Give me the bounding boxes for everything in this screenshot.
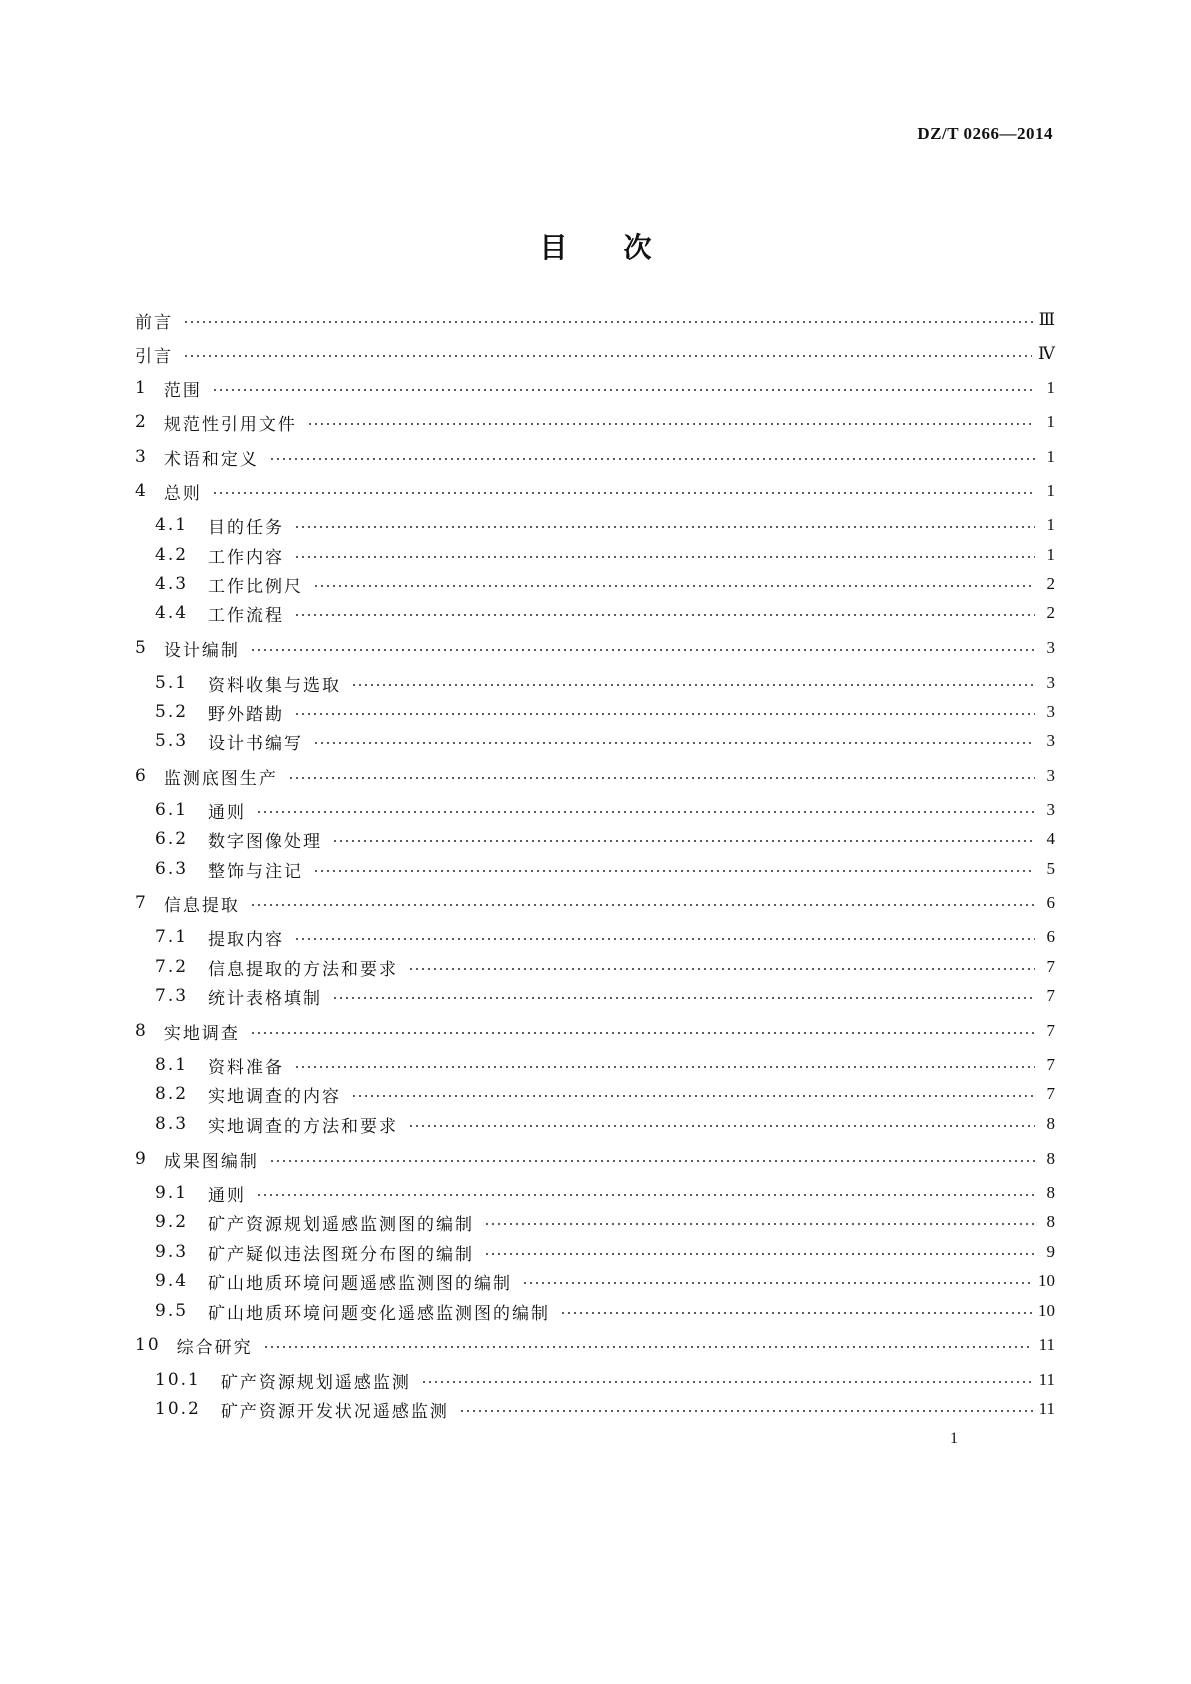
toc-entry-number: 10.1 <box>155 1370 201 1390</box>
toc-entry[interactable] <box>155 1180 1055 1206</box>
dot-leader <box>332 840 1035 842</box>
toc-entry-page: 7 <box>1046 957 1055 976</box>
toc-entry[interactable] <box>155 1209 1055 1235</box>
toc-entry[interactable] <box>155 699 1055 725</box>
toc-entry[interactable] <box>135 444 1055 470</box>
toc-entry[interactable] <box>155 1052 1055 1078</box>
toc-entry-number: 3 <box>135 447 148 467</box>
toc-entry[interactable] <box>155 797 1055 823</box>
toc-entry-number: 6 <box>135 766 148 786</box>
toc-entry-number: 9.3 <box>155 1242 189 1262</box>
page-title-part2: 次 <box>623 231 652 264</box>
dot-leader <box>459 1410 1033 1412</box>
toc-entry-page: 10 <box>1038 1271 1055 1290</box>
toc-entry[interactable] <box>155 670 1055 696</box>
toc-entry-page: 6 <box>1046 893 1055 912</box>
dot-leader <box>294 526 1035 528</box>
dot-leader <box>313 870 1035 872</box>
toc-entry-number: 10.2 <box>155 1399 201 1419</box>
toc-entry-page: 9 <box>1046 1242 1055 1261</box>
dot-leader <box>269 1160 1035 1162</box>
toc-entry-label: 提取内容 <box>208 929 285 950</box>
dot-leader <box>183 355 1032 357</box>
dot-leader <box>294 1066 1035 1068</box>
toc-entry-label: 野外踏勘 <box>208 704 285 725</box>
toc-entry-label: 范围 <box>163 380 202 401</box>
toc-entry[interactable] <box>135 478 1055 504</box>
toc-entry[interactable] <box>135 1018 1055 1044</box>
dot-leader <box>421 1381 1033 1383</box>
toc-entry-page: 1 <box>1046 515 1055 534</box>
toc-entry[interactable] <box>155 1367 1055 1393</box>
toc-entry-number: 6.3 <box>155 859 189 879</box>
toc-entry[interactable] <box>155 954 1055 980</box>
toc-entry-label: 资料收集与选取 <box>208 675 342 696</box>
dot-leader <box>288 777 1035 779</box>
toc-entry-number: 8.2 <box>155 1084 189 1104</box>
dot-leader <box>484 1253 1035 1255</box>
toc-entry-number: 4.1 <box>155 515 189 535</box>
dot-leader <box>408 1125 1035 1127</box>
toc-entry-label: 目的任务 <box>208 517 285 538</box>
dot-leader <box>183 321 1033 323</box>
toc-entry-label: 信息提取 <box>163 895 240 916</box>
toc-entry-page: 7 <box>1046 986 1055 1005</box>
toc-entry-label: 术语和定义 <box>163 449 259 470</box>
toc-entry-number: 1 <box>135 378 148 398</box>
toc-entry-number: 8.1 <box>155 1055 189 1075</box>
dot-leader <box>313 742 1035 744</box>
dot-leader <box>484 1223 1035 1225</box>
toc-entry-number: 5.2 <box>155 702 189 722</box>
toc-entry-page: 1 <box>1046 412 1055 431</box>
toc-entry-label: 信息提取的方法和要求 <box>208 959 399 980</box>
toc-entry-page: 1 <box>1046 378 1055 397</box>
page-number: 1 <box>950 1430 958 1447</box>
toc-entry-number: 7 <box>135 893 148 913</box>
toc-entry[interactable] <box>135 890 1055 916</box>
toc-entry[interactable] <box>135 341 1055 367</box>
dot-leader <box>332 997 1035 999</box>
toc-entry[interactable] <box>155 924 1055 950</box>
toc-entry-page: 5 <box>1046 859 1055 878</box>
toc-entry[interactable] <box>155 826 1055 852</box>
toc-entry[interactable] <box>155 571 1055 597</box>
toc-entry[interactable] <box>135 763 1055 789</box>
toc-entry-number: 10 <box>135 1335 161 1355</box>
dot-leader <box>250 1032 1035 1034</box>
toc-entry-label: 规范性引用文件 <box>163 414 297 435</box>
dot-leader <box>294 713 1035 715</box>
toc-entry[interactable] <box>155 1396 1055 1422</box>
toc-entry-label: 实地调查的方法和要求 <box>208 1116 399 1137</box>
dot-leader <box>351 684 1035 686</box>
toc-entry[interactable] <box>135 375 1055 401</box>
toc-entry-number: 9.4 <box>155 1271 189 1291</box>
toc-entry[interactable] <box>155 600 1055 626</box>
dot-leader <box>307 423 1035 425</box>
toc-entry-label: 实地调查的内容 <box>208 1086 342 1107</box>
toc-entry[interactable] <box>155 512 1055 538</box>
dot-leader <box>294 614 1035 616</box>
toc-entry-number: 7.2 <box>155 957 189 977</box>
toc-entry-label: 矿产资源规划遥感监测 <box>220 1372 411 1393</box>
toc-entry-page: 7 <box>1046 1021 1055 1040</box>
toc-entry-label: 矿产疑似违法图斑分布图的编制 <box>208 1244 475 1265</box>
toc-entry-number: 9.1 <box>155 1183 189 1203</box>
toc-entry-label: 工作内容 <box>208 547 285 568</box>
toc-entry-label: 设计书编写 <box>208 733 304 754</box>
toc-entry-page: 4 <box>1046 829 1055 848</box>
toc-entry-page: Ⅳ <box>1038 344 1055 363</box>
toc-entry-number: 2 <box>135 412 148 432</box>
toc-entry-label: 通则 <box>208 1185 247 1206</box>
toc-entry[interactable] <box>135 307 1055 333</box>
toc-entry-page: 11 <box>1038 1335 1055 1354</box>
dot-leader <box>294 938 1035 940</box>
toc-entry-page: 3 <box>1046 673 1055 692</box>
toc-entry[interactable] <box>155 1268 1055 1294</box>
toc-entry-number: 8.3 <box>155 1114 189 1134</box>
toc-entry-label: 矿山地质环境问题变化遥感监测图的编制 <box>208 1303 551 1324</box>
toc-entry-page: 8 <box>1046 1114 1055 1133</box>
toc-entry[interactable] <box>155 728 1055 754</box>
toc-entry-page: 3 <box>1046 702 1055 721</box>
toc-entry-number: 4.4 <box>155 603 189 623</box>
dot-leader <box>256 811 1035 813</box>
page-title <box>0 226 1191 266</box>
toc-entry-page: 3 <box>1046 800 1055 819</box>
dot-leader <box>408 968 1035 970</box>
toc-entry-page: 3 <box>1046 766 1055 785</box>
dot-leader <box>269 458 1035 460</box>
toc-entry-number: 4.3 <box>155 574 189 594</box>
toc-entry-label: 综合研究 <box>176 1337 253 1358</box>
toc-entry[interactable] <box>135 635 1055 661</box>
toc-entry-page: 1 <box>1046 545 1055 564</box>
dot-leader <box>351 1095 1035 1097</box>
toc-entry-label: 成果图编制 <box>163 1151 259 1172</box>
toc-entry-page: 1 <box>1046 447 1055 466</box>
toc-entry-label: 工作流程 <box>208 605 285 626</box>
toc-entry[interactable] <box>155 1239 1055 1265</box>
toc-entry-page: 3 <box>1046 638 1055 657</box>
toc-entry[interactable] <box>135 409 1055 435</box>
toc-entry-number: 7.3 <box>155 986 189 1006</box>
dot-leader <box>250 649 1035 651</box>
toc-entry[interactable] <box>155 1111 1055 1137</box>
toc-entry-label: 整饰与注记 <box>208 861 304 882</box>
toc-entry[interactable] <box>155 983 1055 1009</box>
toc-entry-label: 统计表格填制 <box>208 988 323 1009</box>
toc-entry-number: 7.1 <box>155 927 189 947</box>
toc-entry-page: 11 <box>1038 1370 1055 1389</box>
toc-entry-page: 8 <box>1046 1212 1055 1231</box>
toc-entry-page: 8 <box>1046 1149 1055 1168</box>
toc-entry-number: 6.2 <box>155 829 189 849</box>
toc-entry[interactable] <box>155 1298 1055 1324</box>
toc-entry-label: 矿山地质环境问题遥感监测图的编制 <box>208 1273 513 1294</box>
document-code: DZ/T 0266—2014 <box>917 124 1053 143</box>
toc-entry-label: 矿产资源开发状况遥感监测 <box>220 1401 449 1422</box>
toc-entry-page: 2 <box>1046 574 1055 593</box>
toc-entry-page: 3 <box>1046 731 1055 750</box>
dot-leader <box>522 1282 1032 1284</box>
toc-entry-page: 8 <box>1046 1183 1055 1202</box>
toc-entry-number: 4.2 <box>155 545 189 565</box>
dot-leader <box>263 1346 1033 1348</box>
toc-entry-label: 通则 <box>208 802 247 823</box>
page-title-part1: 目 <box>539 231 568 264</box>
toc-entry-page: 6 <box>1046 927 1055 946</box>
dot-leader <box>250 904 1035 906</box>
toc-entry-number: 5.1 <box>155 673 189 693</box>
toc-entry-label: 矿产资源规划遥感监测图的编制 <box>208 1214 475 1235</box>
toc-entry-page: 1 <box>1046 481 1055 500</box>
toc-entry-number: 5 <box>135 638 148 658</box>
dot-leader <box>313 585 1035 587</box>
toc-entry[interactable] <box>135 1332 1055 1358</box>
toc-entry-page: 7 <box>1046 1084 1055 1103</box>
dot-leader <box>294 556 1035 558</box>
toc-entry-label: 数字图像处理 <box>208 831 323 852</box>
toc-entry-page: 10 <box>1038 1301 1055 1320</box>
toc-entry-number: 4 <box>135 481 148 501</box>
dot-leader <box>560 1312 1032 1314</box>
toc-entry-label: 引言 <box>135 346 173 367</box>
toc-entry-label: 设计编制 <box>163 640 240 661</box>
toc-entry-label: 前言 <box>135 312 173 333</box>
toc-entry-number: 5.3 <box>155 731 189 751</box>
toc-entry-page: 2 <box>1046 603 1055 622</box>
toc-entry-number: 6.1 <box>155 800 189 820</box>
toc-entry-number: 8 <box>135 1021 148 1041</box>
dot-leader <box>256 1194 1035 1196</box>
toc-entry[interactable] <box>155 856 1055 882</box>
toc-entry-page: 11 <box>1038 1399 1055 1418</box>
toc-entry-label: 实地调查 <box>163 1023 240 1044</box>
toc-entry-label: 总则 <box>163 483 202 504</box>
toc-entry-label: 工作比例尺 <box>208 576 304 597</box>
toc-entry[interactable] <box>155 542 1055 568</box>
toc-entry[interactable] <box>135 1146 1055 1172</box>
toc-entry-label: 资料准备 <box>208 1057 285 1078</box>
toc-entry-number: 9.2 <box>155 1212 189 1232</box>
toc-entry[interactable] <box>155 1081 1055 1107</box>
dot-leader <box>212 492 1035 494</box>
toc-entry-page: Ⅲ <box>1038 310 1055 329</box>
dot-leader <box>212 389 1035 391</box>
toc-entry-label: 监测底图生产 <box>163 768 278 789</box>
toc-entry-page: 7 <box>1046 1055 1055 1074</box>
toc-entry-number: 9.5 <box>155 1301 189 1321</box>
toc-entry-number: 9 <box>135 1149 148 1169</box>
